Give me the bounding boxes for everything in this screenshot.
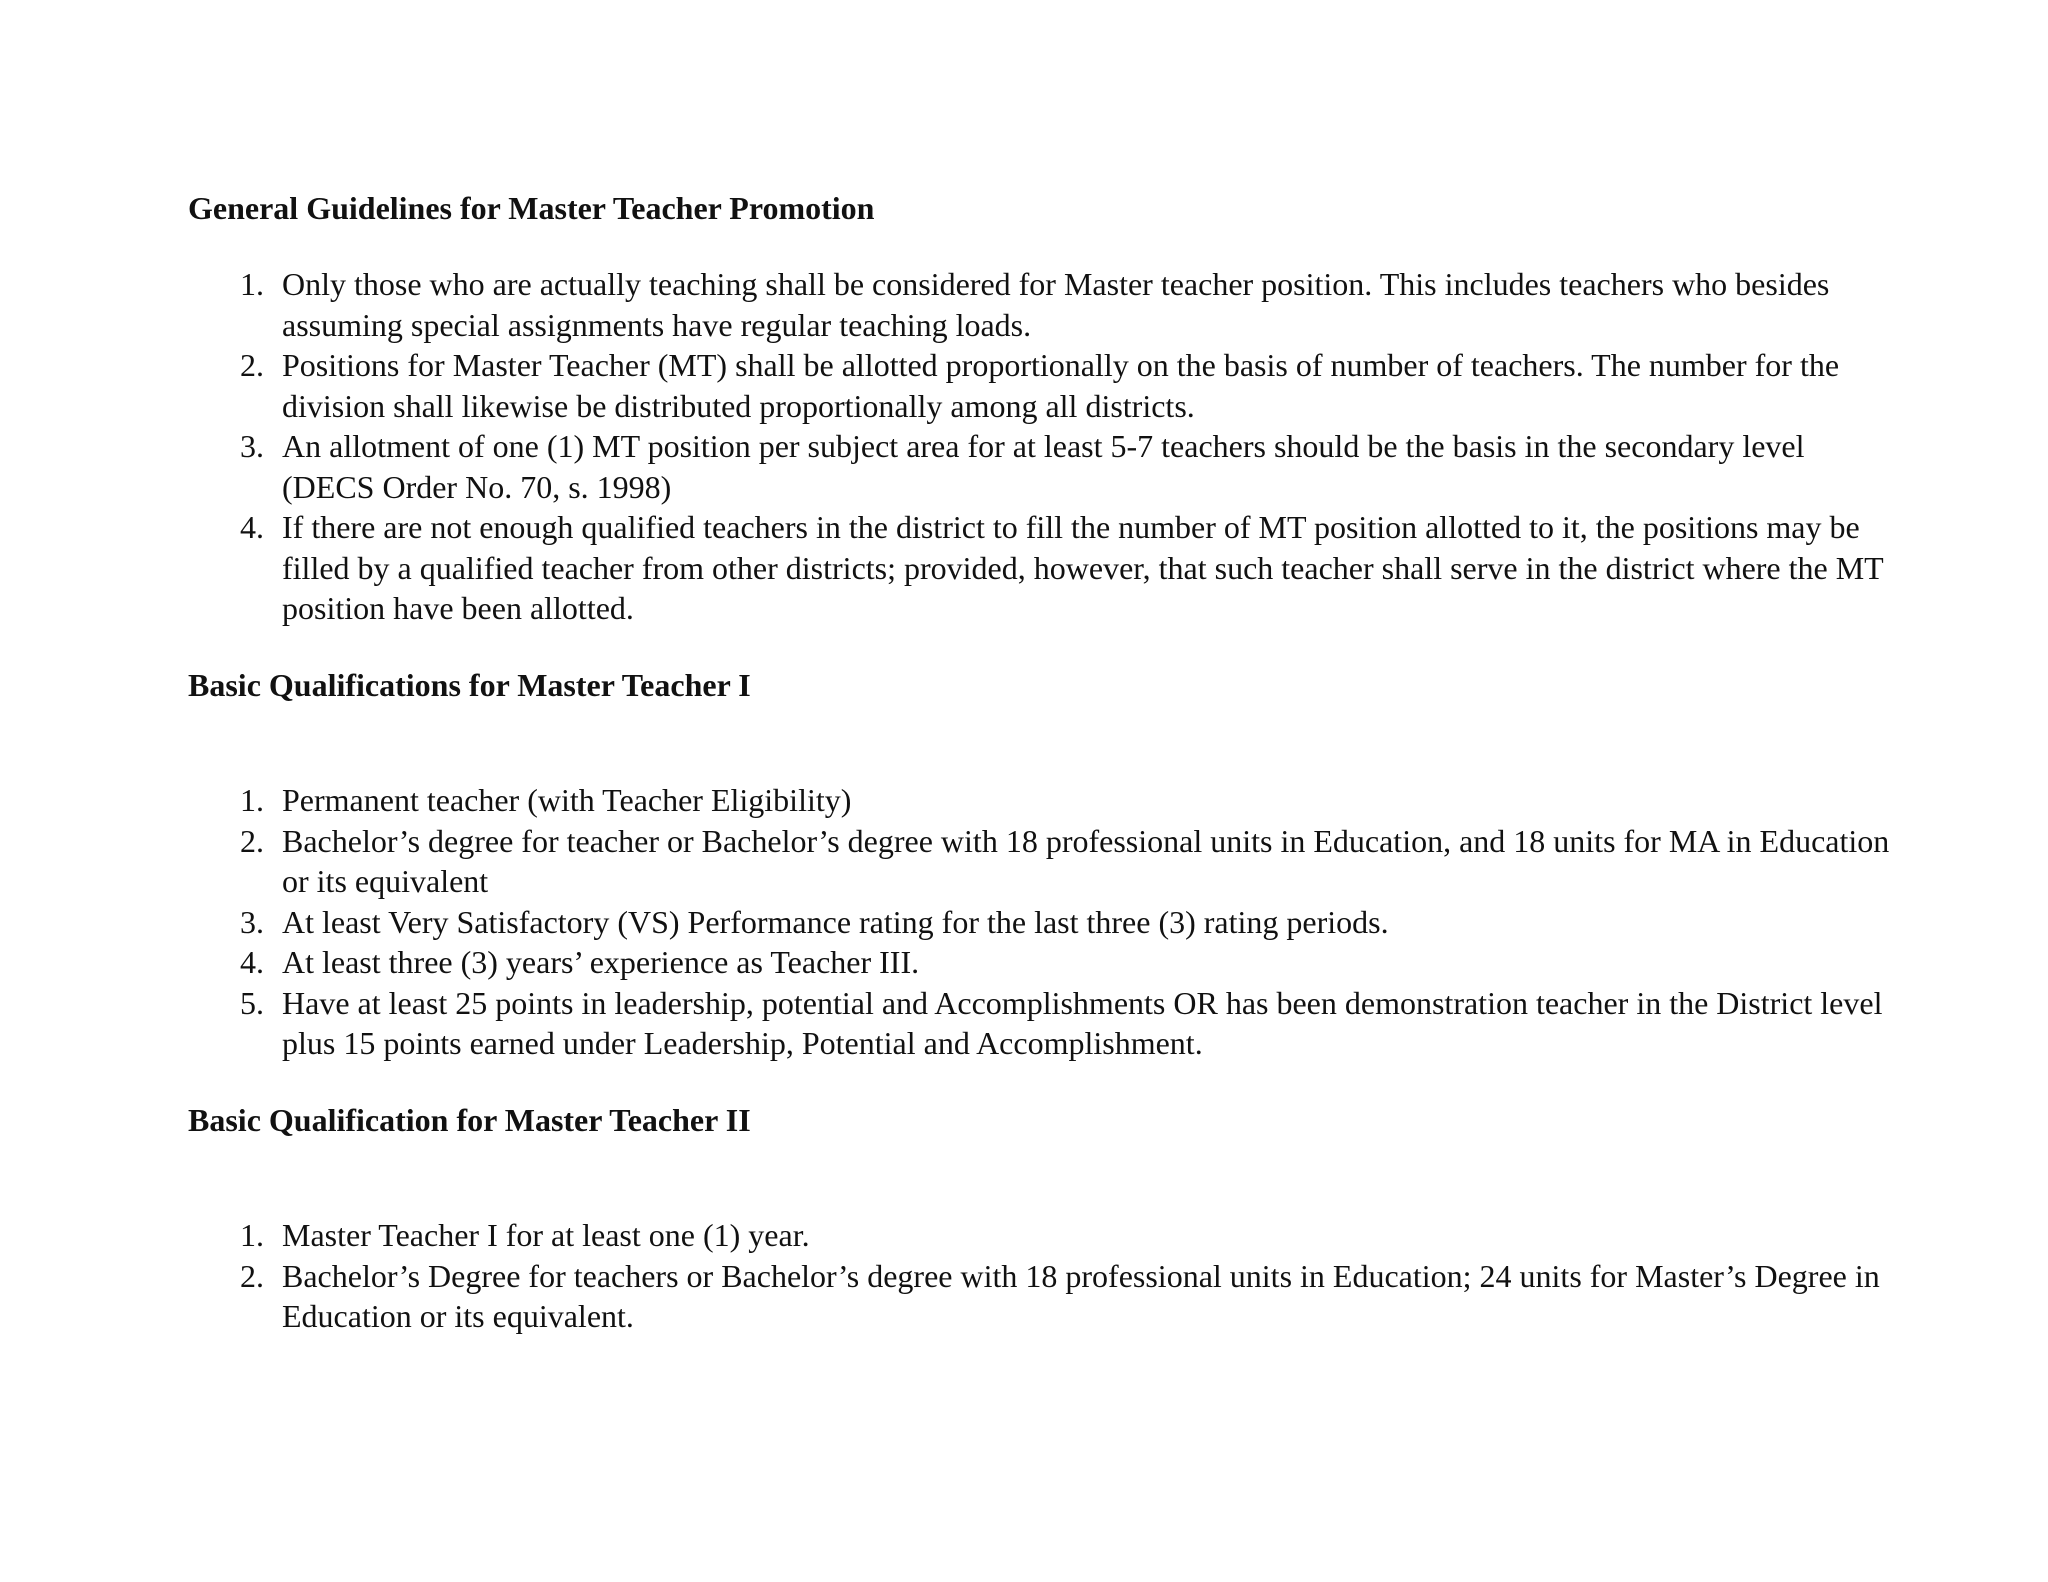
list-item-number: 2. bbox=[240, 822, 264, 859]
list-item-number: 4. bbox=[240, 509, 264, 545]
list-item-text: Master Teacher I for at least one (1) year. bbox=[282, 1217, 810, 1253]
list-item-text: If there are not enough qualified teachers in the district to fill the number of MT position allotted to it, the positions may be filled by a qualified teacher from other districts; provided, however, that such teacher shall serve in the district where the MT position have been allotted. bbox=[282, 509, 1884, 626]
list-item-number: 4. bbox=[240, 944, 264, 980]
list-item-text: Bachelor’s Degree for teachers or Bachelor’s degree with 18 professional units in Education; 24 units for Master’s Degree in Education or its equivalent. bbox=[282, 1257, 1880, 1334]
list-item-number: 1. bbox=[240, 1217, 264, 1253]
master-teacher-1-qualifications-list bbox=[0, 780, 2048, 1064]
list-item-number: 3. bbox=[240, 428, 264, 464]
list-item bbox=[0, 821, 1892, 902]
list-item-number: 1. bbox=[240, 782, 264, 818]
list-item-text: Bachelor’s degree for teacher or Bachelor’s degree with 18 professional units in Education, and 18 units for MA in Education or its equivalent bbox=[282, 822, 1890, 899]
list-item-text: At least Very Satisfactory (VS) Performance rating for the last three (3) rating periods. bbox=[282, 903, 1389, 940]
list-item bbox=[0, 902, 1892, 943]
section-heading-master-teacher-1: Basic Qualifications for Master Teacher I bbox=[188, 667, 751, 703]
list-item bbox=[0, 1256, 1892, 1337]
list-item-number: 5. bbox=[240, 984, 264, 1021]
list-item bbox=[0, 780, 1892, 821]
list-item bbox=[0, 1215, 1892, 1256]
general-guidelines-list bbox=[0, 264, 2048, 629]
list-item-number: 2. bbox=[240, 1257, 264, 1294]
master-teacher-2-qualifications-list bbox=[0, 1215, 2048, 1337]
list-item bbox=[0, 942, 1892, 983]
section-heading-general-guidelines: General Guidelines for Master Teacher Promotion bbox=[188, 190, 875, 226]
list-item-text: Permanent teacher (with Teacher Eligibility) bbox=[282, 782, 852, 818]
list-item-text: Positions for Master Teacher (MT) shall be allotted proportionally on the basis of number of teachers. The number for the division shall likewise be distributed proportionally among all districts. bbox=[282, 347, 1840, 424]
list-item-text: At least three (3) years’ experience as Teacher III. bbox=[282, 944, 920, 980]
list-item-text: Only those who are actually teaching shall be considered for Master teacher position. This includes teachers who besides assuming special assignments have regular teaching loads. bbox=[282, 266, 1830, 343]
list-item-text: Have at least 25 points in leadership, potential and Accomplishments OR has been demonstration teacher in the District level plus 15 points earned under Leadership, Potential and Accomplishment. bbox=[282, 984, 1883, 1061]
list-item bbox=[0, 264, 1892, 345]
list-item-text: An allotment of one (1) MT position per subject area for at least 5-7 teachers should be the basis in the secondary level (DECS Order No. 70, s. 1998) bbox=[282, 428, 1805, 505]
list-item bbox=[0, 983, 1892, 1064]
list-item bbox=[0, 345, 1892, 426]
section-heading-master-teacher-2: Basic Qualification for Master Teacher II bbox=[188, 1102, 751, 1138]
list-item-number: 1. bbox=[240, 266, 264, 302]
list-item-number: 3. bbox=[240, 903, 264, 940]
list-item-number: 2. bbox=[240, 347, 264, 383]
list-item bbox=[0, 426, 1892, 507]
list-item bbox=[0, 507, 1892, 629]
